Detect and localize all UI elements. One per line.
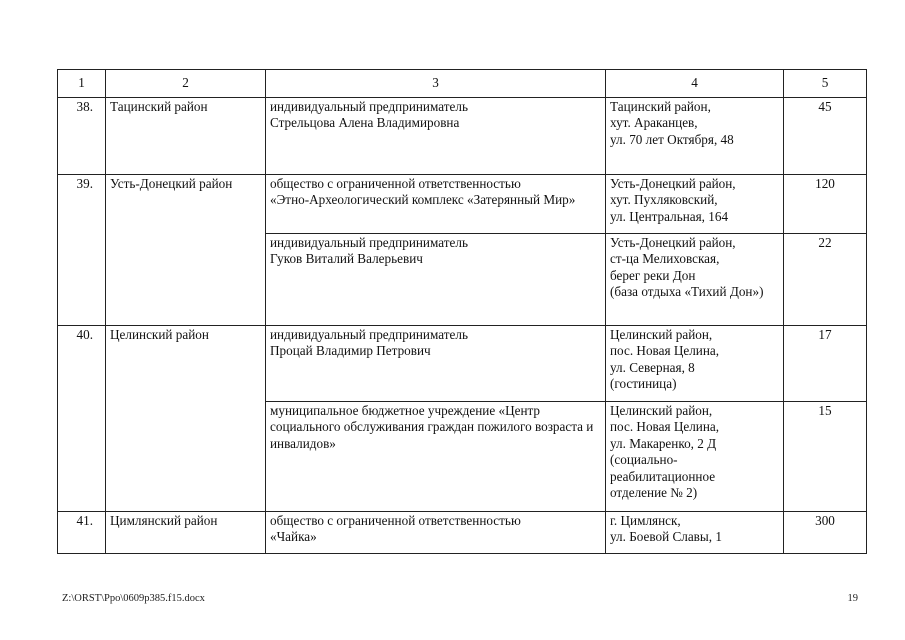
table-row [58,98,867,175]
district-cell: Цимлянский район [106,512,266,554]
row-number: 40. [58,326,106,512]
address-cell: Усть-Донецкий район, ст-ца Мелиховская, берег реки Дон (база отдыха «Тихий Дон») [606,234,784,326]
row-number: 38. [58,98,106,175]
count-cell: 15 [784,402,867,512]
row-number: 41. [58,512,106,554]
organization-cell: муниципальное бюджетное учреждение «Центр социального обслуживания граждан пожилого возраста и инвалидов» [266,402,606,512]
table-header-row [58,70,867,98]
header-col-2: 2 [106,70,266,98]
count-cell: 300 [784,512,867,554]
row-number: 39. [58,175,106,326]
table-row [58,175,867,234]
count-cell: 45 [784,98,867,175]
organization-cell: общество с ограниченной ответственностью «Этно-Археологический комплекс «Затерянный Мир» [266,175,606,234]
count-cell: 22 [784,234,867,326]
count-cell: 120 [784,175,867,234]
page-number: 19 [847,593,858,604]
address-cell: Тацинский район, хут. Араканцев, ул. 70 лет Октября, 48 [606,98,784,175]
header-col-4: 4 [606,70,784,98]
organization-cell: индивидуальный предприниматель Стрельцова Алена Владимировна [266,98,606,175]
header-col-1: 1 [58,70,106,98]
address-cell: г. Цимлянск, ул. Боевой Славы, 1 [606,512,784,554]
registry-table [57,69,867,554]
table-row [58,326,867,402]
address-cell: Целинский район, пос. Новая Целина, ул. Макаренко, 2 Д (социально- реабилитационное отделение № 2) [606,402,784,512]
organization-cell: индивидуальный предприниматель Гуков Виталий Валерьевич [266,234,606,326]
district-cell: Усть-Донецкий район [106,175,266,326]
organization-cell: общество с ограниченной ответственностью «Чайка» [266,512,606,554]
header-col-3: 3 [266,70,606,98]
district-cell: Целинский район [106,326,266,512]
count-cell: 17 [784,326,867,402]
organization-cell: индивидуальный предприниматель Процай Владимир Петрович [266,326,606,402]
document-file-path: Z:\ORST\Ppo\0609p385.f15.docx [62,593,205,604]
table-row [58,512,867,554]
district-cell: Тацинский район [106,98,266,175]
address-cell: Усть-Донецкий район, хут. Пухляковский, ул. Центральная, 164 [606,175,784,234]
address-cell: Целинский район, пос. Новая Целина, ул. Северная, 8 (гостиница) [606,326,784,402]
header-col-5: 5 [784,70,867,98]
